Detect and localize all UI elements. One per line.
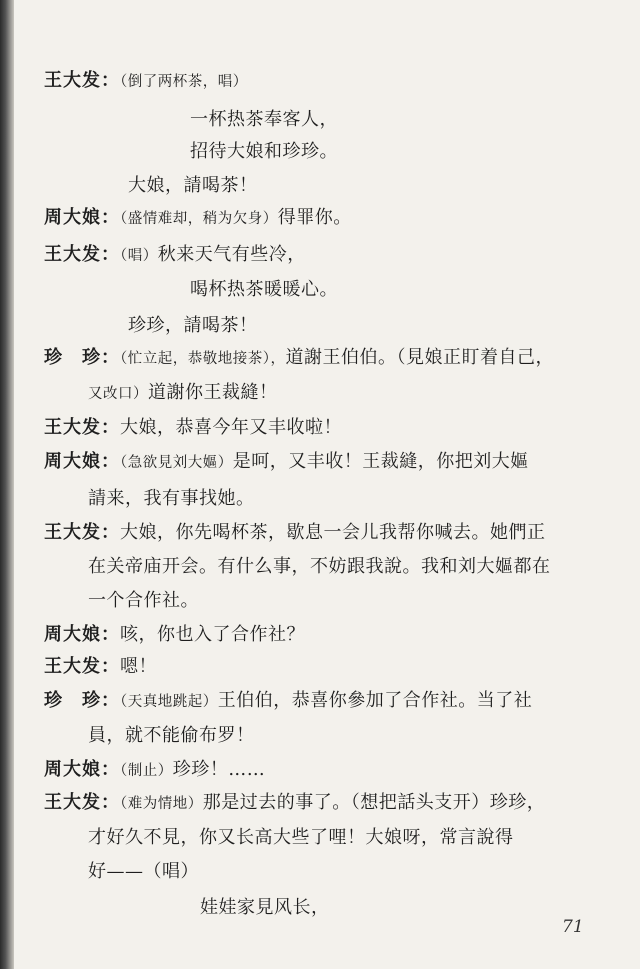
script-line: 王大发：（倒了两杯茶，唱） [44,70,248,91]
script-line: 娃娃家見风长， [200,897,330,918]
script-line: 周大娘：（盛情难却，稍为欠身）得罪你。 [44,207,352,228]
script-line: 王大发：嗯！ [44,656,157,677]
script-line: 招待大娘和珍珍。 [190,141,338,162]
script-line: 周大娘：（急欲見刘大嫗）是呵，又丰收！王裁縫，你把刘大嫗 [44,451,529,472]
script-line: 才好久不見，你又长高大些了哩！大娘呀，常言說得 [88,827,514,848]
script-line: 周大娘：咳，你也入了合作社？ [44,624,305,645]
script-line: 王大发：大娘，你先喝杯茶，歇息一会儿我帮你喊去。她們正 [44,522,546,543]
script-line: 大娘，請喝茶！ [128,175,258,196]
script-line: 一杯热茶奉客人， [190,109,338,130]
script-line: 一个合作社。 [88,590,199,611]
script-line: 好——（唱） [88,861,199,882]
script-line: 王大发：（唱）秋来天气有些冷， [44,244,306,265]
script-line: 珍 珍：（天真地跳起）王伯伯，恭喜你參加了合作社。当了社 [44,690,533,711]
script-line: 珍珍，請喝茶！ [128,315,258,336]
script-line: 在关帝庙开会。有什么事，不妨跟我說。我和刘大嫗都在 [88,556,551,577]
page-number: 71 [562,917,584,937]
script-line: 員，就不能偷布罗！ [88,725,255,746]
script-line: 又改口）道謝你王裁縫！ [88,382,278,403]
script-line: 王大发：大娘，恭喜今年又丰收啦！ [44,417,342,438]
script-line: 喝杯热茶暖暖心。 [190,279,338,300]
script-page [44,60,614,918]
script-line: 請来，我有事找她。 [88,488,255,509]
script-line: 王大发：（难为情地）那是过去的事了。（想把話头支开）珍珍， [44,792,546,813]
script-line: 珍 珍：（忙立起，恭敬地接茶），道謝王伯伯。（見娘正盯着自己， [44,347,554,368]
script-line: 周大娘：（制止）珍珍！…… [44,759,266,780]
book-spine-shadow [0,0,14,969]
